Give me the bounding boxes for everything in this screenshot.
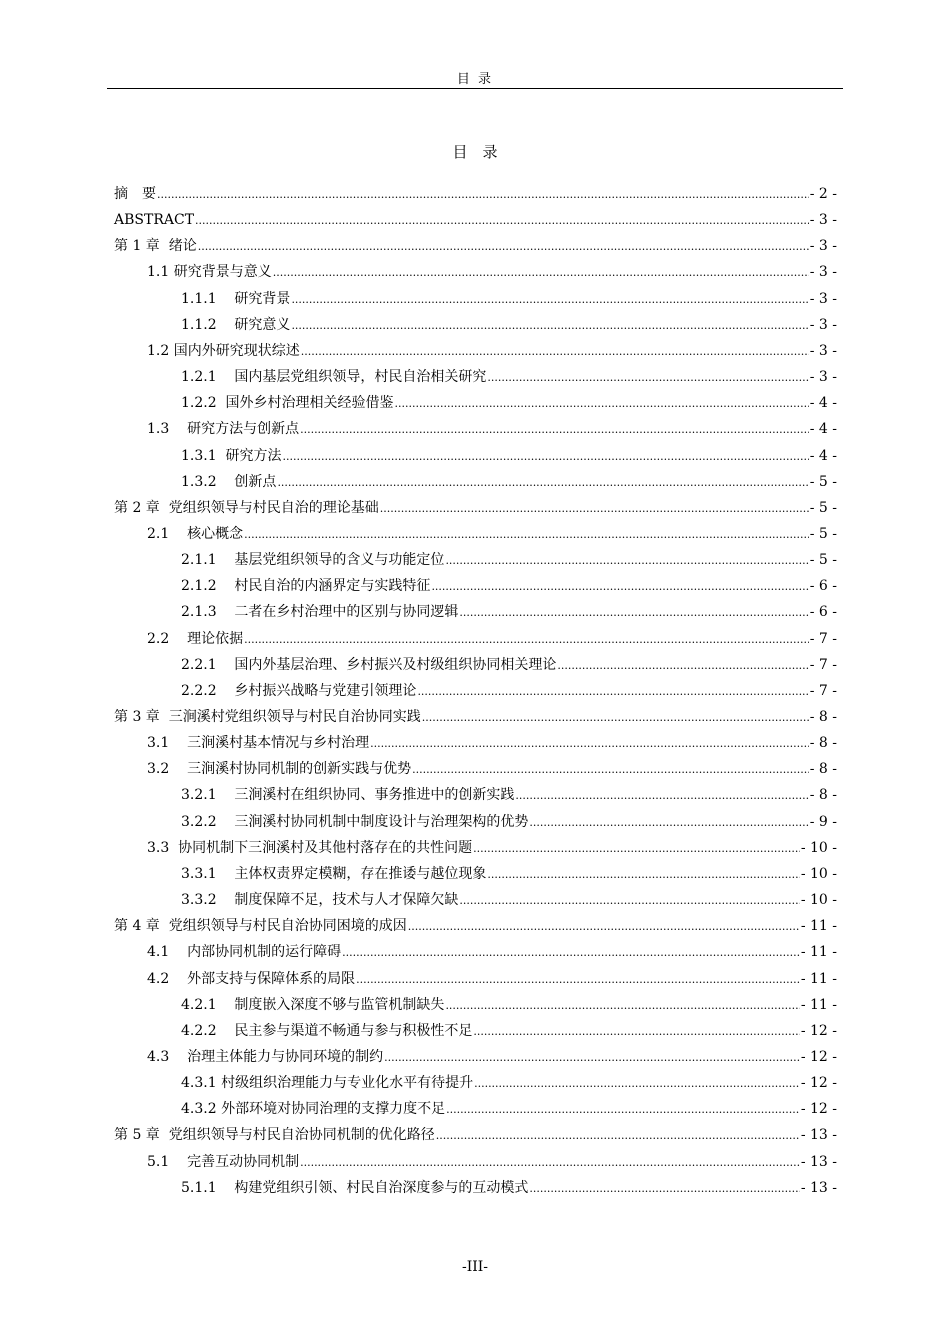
toc-dot-leader (445, 993, 799, 1019)
toc-entry-line (114, 1122, 837, 1149)
toc-entry-title: 2.1.2 村民自治的内涵界定与实践特征 (181, 578, 431, 595)
toc-entry[interactable] (0, 704, 950, 730)
toc-dot-leader (291, 287, 808, 313)
toc-entry-page: - 4 - (809, 395, 837, 412)
toc-entry-page: - 3 - (809, 316, 837, 333)
toc-dot-leader (473, 1019, 799, 1045)
toc-dot-leader (473, 836, 800, 862)
toc-entry-line (147, 1044, 837, 1071)
toc-entry[interactable] (0, 312, 950, 338)
toc-entry-title: 4.3.2 外部环境对协同治理的支撑力度不足 (181, 1101, 446, 1118)
toc-entry-page: - 12 - (800, 1101, 837, 1118)
toc-entry-page: - 11 - (800, 918, 837, 935)
toc-entry-title: 2.1.1 基层党组织领导的含义与功能定位 (181, 552, 445, 569)
toc-entry-line (181, 861, 837, 888)
toc-dot-leader (244, 522, 809, 548)
toc-entry-title: 3.2 三涧溪村协同机制的创新实践与优势 (147, 761, 412, 778)
toc-entry-line (147, 338, 837, 365)
toc-dot-leader (417, 679, 808, 705)
toc-entry[interactable] (0, 1122, 950, 1148)
toc-entry-title: 第 1 章 绪论 (114, 238, 197, 255)
toc-entry-title: 3.3.2 制度保障不足，技术与人才保障欠缺 (181, 892, 459, 909)
toc-entry-page: - 10 - (800, 865, 837, 882)
toc-entry-page: - 6 - (809, 604, 837, 621)
toc-entry-page: - 8 - (809, 787, 837, 804)
toc-entry-title: 5.1 完善互动协同机制 (147, 1153, 300, 1170)
toc-entry-line (147, 756, 837, 783)
toc-dot-leader (446, 1097, 800, 1123)
toc-entry-line (147, 521, 837, 548)
toc-entry[interactable] (0, 181, 950, 207)
toc-entry-title: ABSTRACT (114, 212, 195, 229)
toc-entry[interactable] (0, 390, 950, 416)
toc-entry-line (181, 547, 837, 574)
toc-entry[interactable] (0, 1018, 950, 1044)
toc-dot-leader (370, 731, 809, 757)
toc-entry[interactable] (0, 207, 950, 233)
toc-entry-page: - 12 - (800, 1075, 837, 1092)
toc-entry-page: - 8 - (809, 735, 837, 752)
toc-entry-page: - 8 - (809, 761, 837, 778)
toc-entry-page: - 12 - (800, 1022, 837, 1039)
toc-entry-line (181, 1018, 837, 1045)
toc-entry-title: 第 2 章 党组织领导与村民自治的理论基础 (114, 499, 379, 516)
toc-entry-title: 第 3 章 三涧溪村党组织领导与村民自治协同实践 (114, 709, 421, 725)
toc-dot-leader (342, 940, 800, 966)
toc-dot-leader (157, 182, 809, 208)
toc-entry-page: - 5 - (809, 525, 837, 542)
toc-entry-title: 1.3 研究方法与创新点 (147, 421, 300, 438)
toc-entry-title: 2.2.2 乡村振兴战略与党建引领理论 (181, 682, 417, 699)
toc-entry-page: - 4 - (809, 421, 837, 438)
toc-entry-page: - 12 - (800, 1048, 837, 1065)
toc-entry[interactable] (0, 259, 950, 285)
toc-dot-leader (474, 1071, 800, 1097)
toc-entry-page: - 7 - (809, 630, 837, 647)
toc-entry[interactable] (0, 1096, 950, 1122)
toc-entry-title: 4.2.1 制度嵌入深度不够与监管机制缺失 (181, 996, 445, 1013)
toc-entry-line (147, 1149, 837, 1176)
toc-entry-page: - 11 - (800, 944, 837, 961)
toc-dot-leader (300, 417, 809, 443)
toc-dot-leader (198, 234, 809, 260)
toc-dot-leader (408, 914, 800, 940)
toc-entry[interactable] (0, 1149, 950, 1175)
toc-entry[interactable] (0, 861, 950, 887)
toc-entry-page: - 3 - (809, 369, 837, 386)
toc-entry[interactable] (0, 233, 950, 259)
toc-entry-page: - 7 - (809, 682, 837, 699)
toc-entry-page: - 9 - (809, 813, 837, 830)
toc-dot-leader (356, 967, 800, 993)
header-divider (107, 88, 843, 89)
toc-entry-title: 3.3 协同机制下三涧溪村及其他村落存在的共性问题 (147, 839, 473, 856)
toc-entry-line (181, 573, 837, 600)
toc-entry-title: 1.2.2 国外乡村治理相关经验借鉴 (181, 395, 394, 412)
toc-entry-title: 3.2.2 三涧溪村协同机制中制度设计与治理架构的优势 (181, 813, 529, 830)
toc-entry-title: 第 5 章 党组织领导与村民自治协同机制的优化路径 (114, 1127, 435, 1144)
toc-entry-page: - 3 - (809, 342, 837, 359)
toc-entry-line (181, 1175, 837, 1202)
toc-entry-page: - 4 - (809, 447, 837, 464)
toc-entry-title: 1.3.1 研究方法 (181, 447, 282, 464)
toc-entry-title: 3.2.1 三涧溪村在组织协同、事务推进中的创新实践 (181, 787, 515, 804)
toc-entry-title: 1.2.1 国内基层党组织领导，村民自治相关研究 (181, 369, 487, 386)
toc-entry[interactable] (0, 652, 950, 678)
toc-dot-leader (445, 548, 808, 574)
toc-entry-page: - 11 - (800, 970, 837, 987)
toc-dot-leader (422, 705, 809, 731)
toc-entry-page: - 3 - (809, 212, 837, 229)
toc-entry-page: - 2 - (809, 186, 837, 202)
toc-entry[interactable] (0, 809, 950, 835)
toc-dot-leader (384, 1045, 800, 1071)
toc-entry-line (147, 626, 837, 653)
toc-entry[interactable] (0, 730, 950, 756)
toc-entry-line (181, 782, 837, 809)
toc-entry-line (181, 364, 837, 391)
toc-entry-title: 4.2.2 民主参与渠道不畅通与参与积极性不足 (181, 1022, 473, 1039)
toc-entry-line (114, 207, 837, 234)
toc-entry-line (181, 443, 837, 470)
toc-dot-leader (436, 1123, 800, 1149)
toc-entry-line (147, 966, 837, 993)
toc-entry[interactable] (0, 756, 950, 782)
toc-entry-page: - 8 - (809, 709, 837, 725)
toc-dot-leader (487, 365, 808, 391)
toc-entry-line (114, 495, 837, 522)
toc-entry-title: 4.1 内部协同机制的运行障碍 (147, 944, 342, 961)
toc-entry[interactable] (0, 966, 950, 992)
toc-entry-page: - 10 - (800, 892, 837, 909)
toc-entry-line (147, 416, 837, 443)
toc-entry[interactable] (0, 835, 950, 861)
toc-entry-line (181, 469, 837, 496)
toc-entry[interactable] (0, 495, 950, 521)
toc-entry-title: 摘 要 (114, 186, 156, 202)
toc-entry-line (114, 913, 837, 940)
toc-entry-title: 4.3 治理主体能力与协同环境的制约 (147, 1048, 384, 1065)
toc-entry-page: - 11 - (800, 996, 837, 1013)
toc-entry-line (181, 1070, 837, 1097)
toc-entry-line (147, 730, 837, 757)
toc-entry-title: 3.3.1 主体权责界定模糊，存在推诿与越位现象 (181, 865, 487, 882)
toc-entry-title: 1.1 研究背景与意义 (147, 264, 272, 281)
toc-entry-title: 3.1 三涧溪村基本情况与乡村治理 (147, 735, 370, 752)
toc-entry-title: 1.3.2 创新点 (181, 473, 277, 490)
toc-dot-leader (459, 888, 799, 914)
toc-entry-title: 4.2 外部支持与保障体系的局限 (147, 970, 356, 987)
toc-dot-leader (273, 260, 809, 286)
toc-entry-line (114, 704, 837, 731)
toc-entry[interactable] (0, 521, 950, 547)
toc-entry-page: - 13 - (800, 1179, 837, 1196)
toc-entry-page: - 5 - (809, 552, 837, 569)
toc-entry-page: - 5 - (809, 473, 837, 490)
toc-entry[interactable] (0, 364, 950, 390)
toc-entry-line (181, 887, 837, 914)
toc-dot-leader (301, 339, 809, 365)
toc-entry-page: - 5 - (809, 499, 837, 516)
toc-entry-line (147, 939, 837, 966)
toc-entry-page: - 3 - (809, 290, 837, 307)
toc-entry[interactable] (0, 626, 950, 652)
toc-dot-leader (557, 653, 808, 679)
toc-entry-line (181, 286, 837, 313)
toc-entry-title: 1.1.2 研究意义 (181, 316, 291, 333)
toc-entry[interactable] (0, 1044, 950, 1070)
page-number: -III- (461, 1259, 489, 1275)
toc-dot-leader (529, 1176, 799, 1202)
toc-dot-leader (459, 600, 808, 626)
toc-entry[interactable] (0, 887, 950, 913)
toc-entry-line (181, 599, 837, 626)
toc-dot-leader (431, 574, 808, 600)
toc-entry[interactable] (0, 1070, 950, 1096)
toc-entry-line (147, 835, 837, 862)
toc-entry-title: 5.1.1 构建党组织引领、村民自治深度参与的互动模式 (181, 1179, 529, 1196)
toc-entry-title: 2.1 核心概念 (147, 525, 244, 542)
toc-entry-line (114, 233, 837, 260)
toc-entry-line (181, 652, 837, 679)
toc-entry[interactable] (0, 443, 950, 469)
toc-dot-leader (195, 208, 809, 234)
toc-entry-line (147, 259, 837, 286)
toc-entry-page: - 6 - (809, 578, 837, 595)
toc-entry-title: 4.3.1 村级组织治理能力与专业化水平有待提升 (181, 1075, 474, 1092)
toc-entry[interactable] (0, 573, 950, 599)
toc-dot-leader (300, 1150, 800, 1176)
toc-entry[interactable] (0, 547, 950, 573)
toc-entry-line (181, 678, 837, 705)
toc-entry-page: - 13 - (800, 1153, 837, 1170)
toc-entry[interactable] (0, 416, 950, 442)
toc-entry-page: - 3 - (809, 264, 837, 281)
toc-entry[interactable] (0, 469, 950, 495)
toc-dot-leader (529, 810, 808, 836)
toc-entry-page: - 13 - (800, 1127, 837, 1144)
toc-dot-leader (283, 444, 809, 470)
toc-entry[interactable] (0, 599, 950, 625)
toc-dot-leader (244, 627, 809, 653)
toc-title: 目 录 (452, 143, 498, 161)
toc-dot-leader (380, 496, 809, 522)
toc-entry-line (114, 181, 837, 208)
toc-entry-line (181, 390, 837, 417)
toc-entry[interactable] (0, 939, 950, 965)
toc-entry-title: 1.1.1 研究背景 (181, 290, 291, 307)
toc-entry[interactable] (0, 992, 950, 1018)
toc-entry[interactable] (0, 782, 950, 808)
toc-entry-title: 第 4 章 党组织领导与村民自治协同困境的成因 (114, 918, 407, 935)
toc-entry[interactable] (0, 338, 950, 364)
toc-entry[interactable] (0, 1175, 950, 1201)
toc-entry-title: 2.2.1 国内外基层治理、乡村振兴及村级组织协同相关理论 (181, 656, 557, 673)
toc-entry-line (181, 1096, 837, 1123)
toc-entry-page: - 7 - (809, 656, 837, 673)
toc-dot-leader (515, 783, 808, 809)
toc-entry[interactable] (0, 678, 950, 704)
toc-dot-leader (487, 862, 799, 888)
toc-entry-title: 2.1.3 二者在乡村治理中的区别与协同逻辑 (181, 604, 459, 621)
toc-entry-line (181, 992, 837, 1019)
toc-entry-title: 2.2 理论依据 (147, 630, 244, 647)
toc-dot-leader (395, 391, 809, 417)
toc-entry-title: 1.2 国内外研究现状综述 (147, 342, 300, 359)
toc-entry[interactable] (0, 286, 950, 312)
toc-entry[interactable] (0, 913, 950, 939)
toc-entry-line (181, 809, 837, 836)
toc-dot-leader (291, 313, 808, 339)
toc-entry-page: - 3 - (809, 238, 837, 255)
toc-dot-leader (412, 757, 809, 783)
toc-entry-page: - 10 - (800, 839, 837, 856)
toc-entry-line (181, 312, 837, 339)
running-header: 目 录 (456, 72, 494, 87)
toc-dot-leader (277, 470, 808, 496)
